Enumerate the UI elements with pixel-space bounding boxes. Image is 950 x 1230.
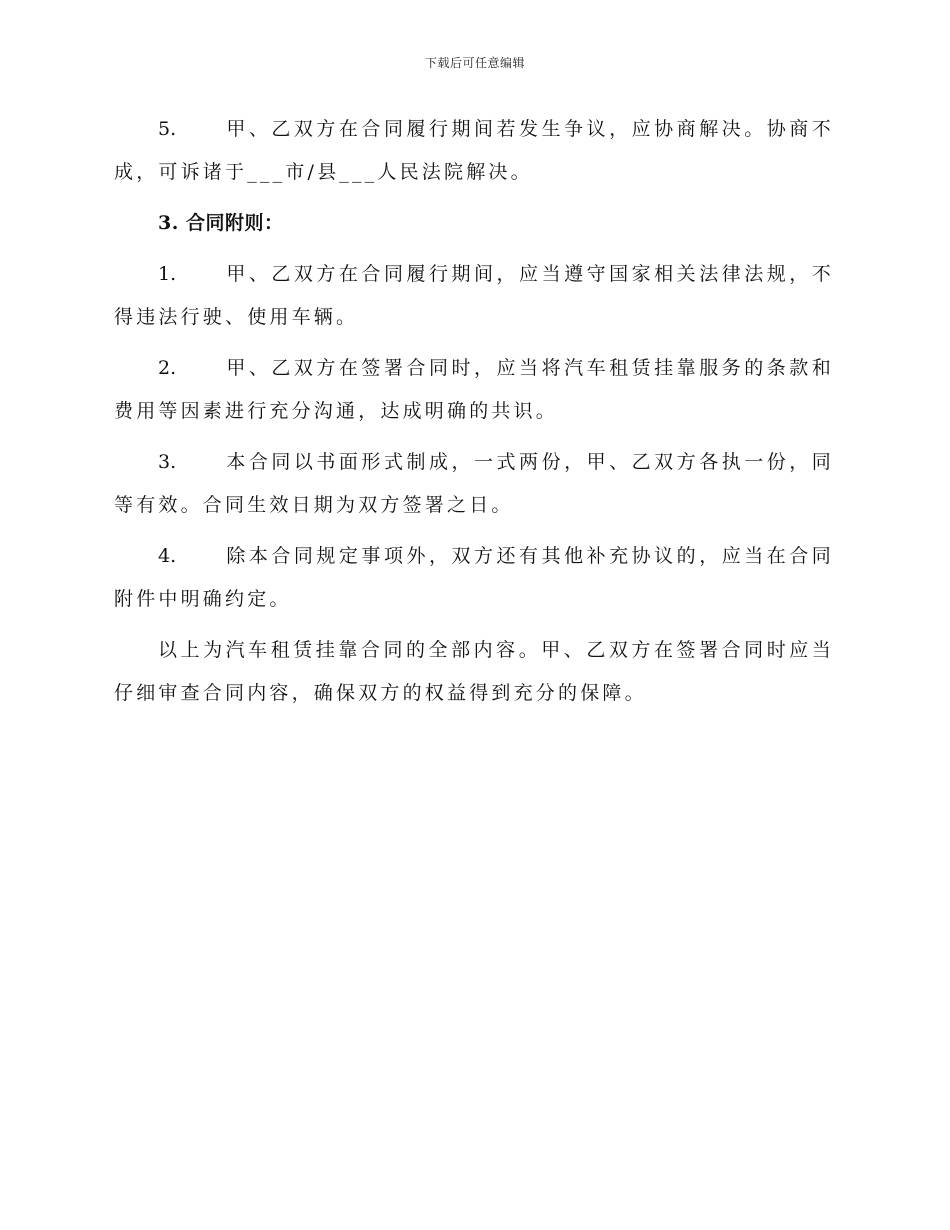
- clause-item-4: [114, 535, 834, 621]
- section-heading: 3. 合同附则：: [158, 212, 284, 234]
- clause-number: 2.: [158, 357, 177, 379]
- document-body: [114, 108, 834, 723]
- clause-number: 4.: [158, 545, 177, 567]
- clause-number: 1.: [158, 263, 177, 285]
- closing-paragraph: 以上为汽车租赁挂靠合同的全部内容。甲、乙双方在签署合同时应当仔细审查合同内容，确保双方的权益得到充分的保障。: [114, 639, 834, 704]
- clause-text: 甲、乙双方在签署合同时，应当将汽车租赁挂靠服务的条款和费用等因素进行充分沟通，达成明确的共识。: [114, 357, 834, 422]
- clause-text: 甲、乙双方在合同履行期间，应当遵守国家相关法律法规，不得违法行驶、使用车辆。: [114, 263, 834, 328]
- clause-item-3: [114, 441, 834, 527]
- clause-number: 5.: [158, 118, 177, 140]
- clause-text: 除本合同规定事项外，双方还有其他补充协议的，应当在合同附件中明确约定。: [114, 545, 834, 610]
- clause-item-5: [114, 108, 834, 194]
- clause-text: 甲、乙双方在合同履行期间若发生争议，应协商解决。协商不成，可诉诸于___市/县___人民法院解决。: [114, 118, 834, 183]
- clause-text: 本合同以书面形式制成，一式两份，甲、乙双方各执一份，同等有效。合同生效日期为双方签署之日。: [114, 451, 834, 516]
- clause-item-1: [114, 253, 834, 339]
- clause-item-2: [114, 347, 834, 433]
- clause-number: 3.: [158, 451, 177, 473]
- page-header: 下载后可任意编辑: [424, 56, 525, 70]
